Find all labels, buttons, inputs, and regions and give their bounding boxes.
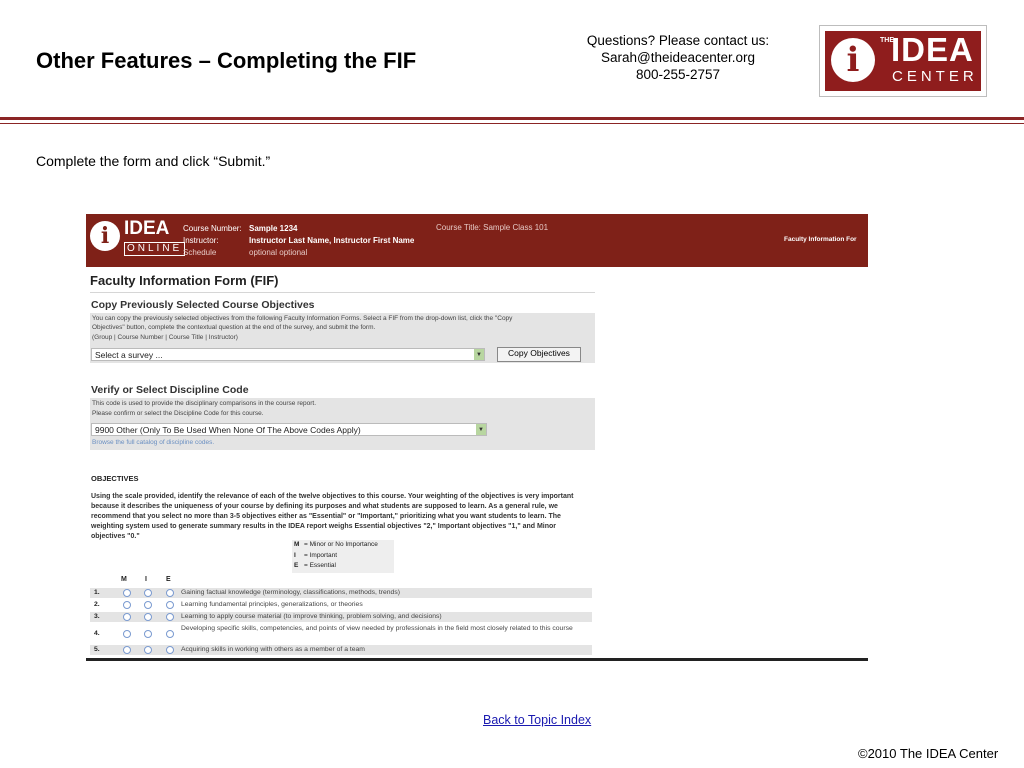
logo-idea-text: IDEA xyxy=(891,31,974,68)
objectives-description: Using the scale provided, identify the relevance of each of the twelve objectives to this course. Your weighting of the objectives is very important because it describes the uniqueness of your course by defining its purposes and what students are supposed to learn. As a general rule, we recommend that you select no more than 3-5 objectives either as "Essential" or "Important," prioritizing what you want students to learn. The weighting system used to generate summary results in the IDEA report weighs Essential objectives "2," Important objectives "1," and Minor objectives "0." xyxy=(91,493,574,540)
radio-essential[interactable] xyxy=(166,589,174,597)
chevron-down-icon[interactable]: ▼ xyxy=(476,424,486,435)
column-header-m: M xyxy=(121,576,127,583)
course-number: Sample 1234 xyxy=(249,224,298,233)
legend-item: E = Essential xyxy=(294,562,336,569)
contact-line-questions: Questions? Please contact us: xyxy=(586,33,770,48)
objective-text: Learning fundamental principles, generalizations, or theories xyxy=(181,601,363,608)
radio-minor[interactable] xyxy=(123,613,131,621)
discipline-panel xyxy=(90,398,595,450)
survey-select-value: Select a survey ... xyxy=(95,350,163,360)
radio-minor[interactable] xyxy=(123,589,131,597)
instructor-name: Instructor Last Name, Instructor First Name xyxy=(249,236,415,245)
objectives-title: OBJECTIVES xyxy=(91,474,139,483)
objective-text: Gaining factual knowledge (terminology, classifications, methods, trends) xyxy=(181,589,400,596)
copy-objectives-panel xyxy=(90,313,595,363)
radio-important[interactable] xyxy=(144,589,152,597)
copy-objectives-heading: Copy Previously Selected Course Objectives xyxy=(91,299,315,311)
radio-important[interactable] xyxy=(144,601,152,609)
objective-row: 4. Developing specific skills, competencies, and points of view needed by professionals in the field most closely related to this course xyxy=(90,624,592,643)
idea-center-logo xyxy=(819,25,987,97)
header-rule-thick xyxy=(0,117,1024,120)
radio-essential[interactable] xyxy=(166,601,174,609)
copy-desc-2: Objectives" button, complete the contextual question at the end of the survey, and submit the form. xyxy=(92,324,376,331)
radio-important[interactable] xyxy=(144,613,152,621)
info-icon: i xyxy=(831,38,875,82)
objective-text: Acquiring skills in working with others as a member of a team xyxy=(181,646,365,653)
objective-row: 2. Learning fundamental principles, generalizations, or theories xyxy=(90,600,592,610)
discipline-desc-1: This code is used to provide the disciplinary comparisons in the course report. xyxy=(92,400,316,407)
schedule-label: Schedule xyxy=(183,248,217,257)
radio-essential[interactable] xyxy=(166,630,174,638)
radio-important[interactable] xyxy=(144,630,152,638)
header-right-label: Faculty Information For xyxy=(784,236,857,243)
logo-the-text: THE xyxy=(880,37,894,44)
importance-legend xyxy=(292,540,394,573)
course-title: Course Title: Sample Class 101 xyxy=(436,223,549,232)
objective-text: Learning to apply course material (to improve thinking, problem solving, and decisions) xyxy=(181,613,442,620)
objective-row: 5. Acquiring skills in working with others as a member of a team xyxy=(90,645,592,655)
chevron-down-icon[interactable]: ▼ xyxy=(474,349,484,360)
discipline-select-value: 9900 Other (Only To Be Used When None Of The Above Codes Apply) xyxy=(95,425,361,435)
app-logo-online: ONLINE xyxy=(124,242,185,256)
radio-essential[interactable] xyxy=(166,613,174,621)
radio-important[interactable] xyxy=(144,646,152,654)
info-icon: i xyxy=(90,221,120,251)
contact-info xyxy=(560,32,796,83)
app-logo-idea: IDEA xyxy=(124,218,170,239)
copy-objectives-button[interactable]: Copy Objectives xyxy=(497,347,581,362)
header-rule-thin xyxy=(0,123,1024,124)
fif-screenshot xyxy=(86,214,868,661)
column-header-e: E xyxy=(166,576,171,583)
browse-discipline-link[interactable]: Browse the full catalog of discipline codes. xyxy=(92,439,215,446)
discipline-heading: Verify or Select Discipline Code xyxy=(91,384,249,396)
survey-select[interactable] xyxy=(91,348,485,361)
instruction-text: Complete the form and click “Submit.” xyxy=(36,153,271,169)
contact-phone: 800-255-2757 xyxy=(635,67,721,82)
copy-desc-3: (Group | Course Number | Course Title | Instructor) xyxy=(92,334,238,341)
discipline-desc-2: Please confirm or select the Discipline Code for this course. xyxy=(92,410,264,417)
app-header xyxy=(86,214,868,267)
radio-minor[interactable] xyxy=(123,630,131,638)
logo-center-text: CENTER xyxy=(892,68,978,85)
radio-essential[interactable] xyxy=(166,646,174,654)
instructor-label: Instructor: xyxy=(183,236,219,245)
logo-background xyxy=(825,31,981,91)
slide-title: Other Features – Completing the FIF xyxy=(36,48,417,73)
discipline-select[interactable] xyxy=(91,423,487,436)
schedule-value: optional optional xyxy=(249,248,308,257)
objective-row: 1. Gaining factual knowledge (terminology, classifications, methods, trends) xyxy=(90,588,592,598)
screenshot-bottom-border xyxy=(86,658,868,661)
objective-text: Developing specific skills, competencies, and points of view needed by professionals in the field most closely related to this course xyxy=(181,625,573,632)
fif-page-title: Faculty Information Form (FIF) xyxy=(90,273,279,288)
copy-desc-1: You can copy the previously selected objectives from the following Faculty Information Forms. Select a FIF from the drop-down list, click the "Copy xyxy=(92,315,513,322)
column-header-i: I xyxy=(145,576,147,583)
legend-item: M = Minor or No Importance xyxy=(294,541,378,548)
copyright-text: ©2010 The IDEA Center xyxy=(858,746,999,761)
radio-minor[interactable] xyxy=(123,646,131,654)
radio-minor[interactable] xyxy=(123,601,131,609)
course-number-label: Course Number: xyxy=(183,224,242,233)
legend-item: I = Important xyxy=(294,551,338,559)
title-divider xyxy=(90,292,595,293)
objective-row: 3. Learning to apply course material (to improve thinking, problem solving, and decisions) xyxy=(90,612,592,622)
back-to-topic-index-link[interactable]: Back to Topic Index xyxy=(483,713,592,727)
contact-email: Sarah@theideacenter.org xyxy=(600,50,756,65)
